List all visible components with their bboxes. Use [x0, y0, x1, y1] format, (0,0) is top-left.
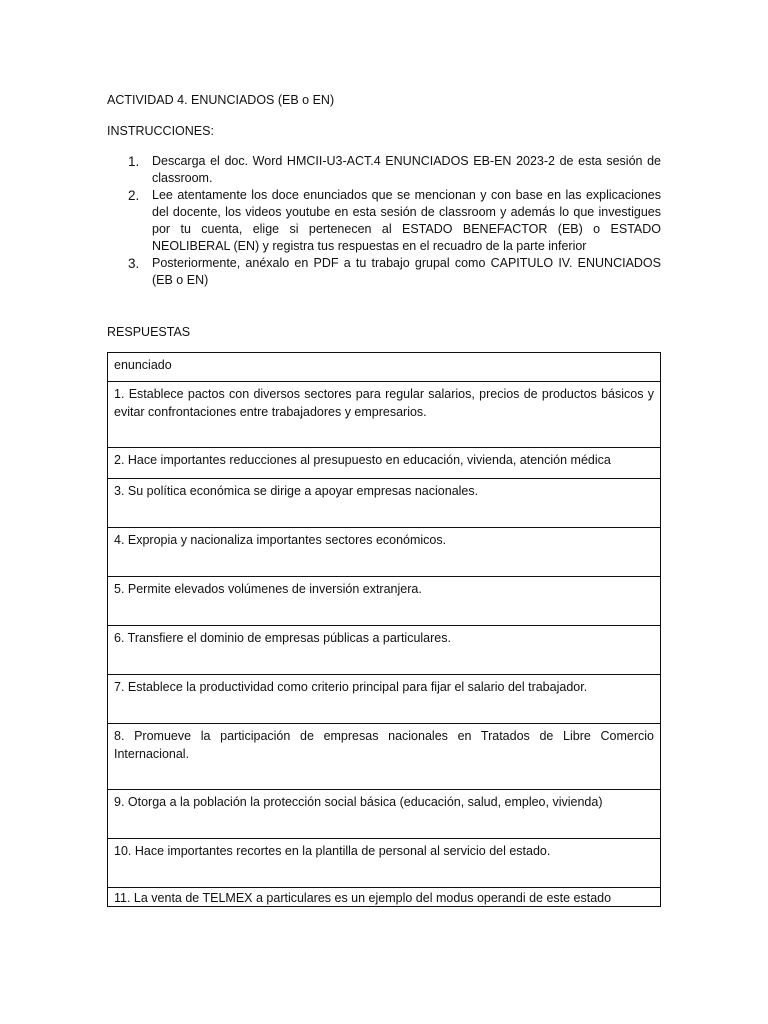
instructions-list [107, 153, 661, 289]
instruction-number: 1. [128, 154, 140, 169]
statement-cell[interactable]: 3. Su política económica se dirige a apoyar empresas nacionales. [108, 479, 661, 528]
answers-heading: RESPUESTAS [107, 325, 191, 339]
instruction-item [107, 255, 661, 289]
table-row [108, 382, 661, 448]
instruction-item [107, 153, 661, 187]
statement-cell[interactable]: 11. La venta de TELMEX a particulares es un ejemplo del modus operandi de este estado [108, 888, 661, 907]
instruction-number: 2. [128, 188, 140, 203]
instructions-heading: INSTRUCCIONES: [107, 124, 214, 138]
table-row [108, 626, 661, 675]
table-row [108, 839, 661, 888]
instruction-text: Posteriormente, anéxalo en PDF a tu trabajo grupal como CAPITULO IV. ENUNCIADOS (EB o EN) [152, 256, 661, 287]
table-row [108, 888, 661, 907]
statement-cell[interactable]: 4. Expropia y nacionaliza importantes sectores económicos. [108, 528, 661, 577]
statement-cell[interactable]: 5. Permite elevados volúmenes de inversión extranjera. [108, 577, 661, 626]
statement-cell[interactable]: 10. Hace importantes recortes en la plantilla de personal al servicio del estado. [108, 839, 661, 888]
instruction-item [107, 187, 661, 255]
statement-cell[interactable]: 7. Establece la productividad como criterio principal para fijar el salario del trabajador. [108, 675, 661, 724]
document-title: ACTIVIDAD 4. ENUNCIADOS (EB o EN) [107, 93, 335, 107]
table-row [108, 790, 661, 839]
table-header-row [108, 353, 661, 382]
table-row [108, 448, 661, 479]
table-row [108, 724, 661, 790]
statement-cell[interactable]: 6. Transfiere el dominio de empresas públicas a particulares. [108, 626, 661, 675]
instruction-text: Lee atentamente los doce enunciados que se mencionan y con base en las explicaciones del docente, los videos youtube en esta sesión de classroom y además lo que investigues por tu cuenta, elige si pertenecen al ESTADO BENEFACTOR (EB) o ESTADO NEOLIBERAL (EN) y registra tus respuestas en el recuadro de la parte inferior [152, 188, 661, 253]
table-row [108, 675, 661, 724]
statement-cell[interactable]: 9. Otorga a la población la protección social básica (educación, salud, empleo, vivienda) [108, 790, 661, 839]
table-row [108, 528, 661, 577]
answers-table [107, 352, 661, 907]
instruction-number: 3. [128, 256, 140, 271]
table-row [108, 577, 661, 626]
statement-cell[interactable]: 1. Establece pactos con diversos sectores para regular salarios, precios de productos básicos y evitar confrontaciones entre trabajadores y empresarios. [108, 382, 661, 448]
table-row [108, 479, 661, 528]
statement-cell[interactable]: 8. Promueve la participación de empresas nacionales en Tratados de Libre Comercio Internacional. [108, 724, 661, 790]
statement-cell[interactable]: 2. Hace importantes reducciones al presupuesto en educación, vivienda, atención médica [108, 448, 661, 479]
table-header-cell: enunciado [108, 353, 661, 382]
instruction-text: Descarga el doc. Word HMCII-U3-ACT.4 ENUNCIADOS EB-EN 2023-2 de esta sesión de classroom. [152, 154, 661, 185]
